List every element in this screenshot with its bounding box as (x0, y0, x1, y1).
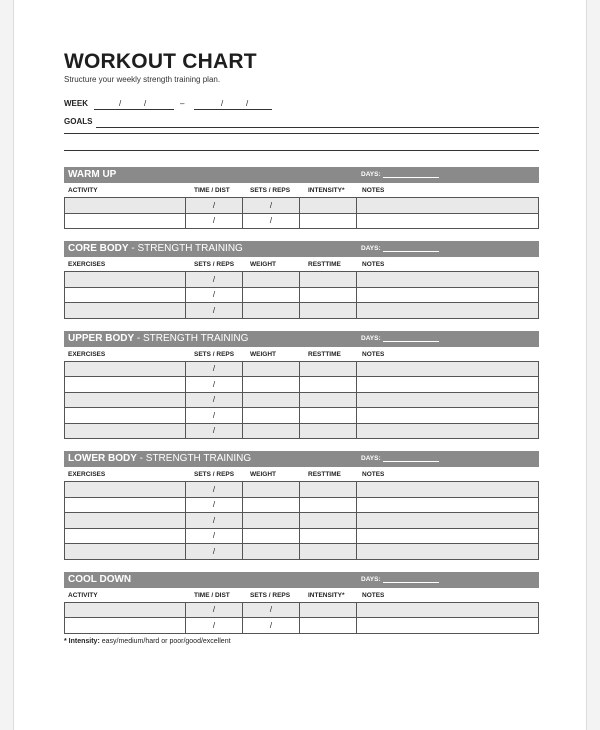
column-header: RESTTIME (308, 471, 341, 478)
footnote-label: * Intensity: (64, 637, 100, 645)
table-row (65, 213, 539, 229)
table-cell[interactable] (357, 497, 539, 513)
table-cell[interactable] (65, 392, 186, 408)
column-header: SETS / REPS (194, 350, 235, 358)
table-cell[interactable] (65, 303, 186, 319)
table-cell[interactable] (300, 303, 357, 319)
table-cell[interactable] (65, 544, 186, 560)
table-cell[interactable]: / (186, 544, 243, 560)
table-cell[interactable] (357, 287, 539, 303)
table-cell[interactable] (65, 272, 186, 288)
table-cell[interactable]: / (186, 513, 243, 529)
week-start-slash-1: / (119, 99, 122, 108)
column-headers (64, 257, 539, 271)
table-row (65, 303, 539, 319)
column-header: NOTES (362, 187, 385, 194)
table-cell[interactable]: / (186, 618, 243, 634)
column-header: SETS / REPS (194, 471, 235, 478)
days-label: DAYS: (361, 245, 381, 252)
table-cell[interactable] (357, 423, 539, 439)
week-end-line[interactable] (194, 109, 272, 110)
section-3 (64, 451, 539, 560)
table-cell[interactable] (243, 513, 300, 529)
sections-container (64, 167, 539, 634)
table-row (65, 377, 539, 393)
table-cell[interactable] (357, 392, 539, 408)
table-cell[interactable] (300, 272, 357, 288)
table-cell[interactable]: / (186, 272, 243, 288)
table-row (65, 423, 539, 439)
table-cell[interactable] (300, 544, 357, 560)
table-cell[interactable] (300, 213, 357, 229)
table-cell[interactable] (357, 198, 539, 214)
days-input-line[interactable] (383, 582, 439, 583)
table-cell[interactable]: / (186, 392, 243, 408)
column-header: INTENSITY* (308, 591, 345, 599)
goals-line-1[interactable] (96, 127, 539, 128)
table-cell[interactable] (357, 544, 539, 560)
section-1 (64, 241, 539, 319)
table-cell[interactable]: / (186, 303, 243, 319)
section-title: LOWER BODY (68, 453, 137, 464)
table-cell[interactable] (357, 272, 539, 288)
days-input-line[interactable] (383, 341, 439, 342)
section-title: WARM UP (68, 169, 117, 180)
week-field (64, 99, 539, 111)
table-row (65, 618, 539, 634)
page-subtitle: Structure your weekly strength training plan. (64, 75, 221, 84)
table-cell[interactable] (357, 408, 539, 424)
table-cell[interactable] (357, 361, 539, 377)
table-cell[interactable] (357, 602, 539, 618)
column-header: RESTTIME (308, 261, 341, 268)
table-cell[interactable] (300, 361, 357, 377)
goals-line-2[interactable] (64, 133, 539, 134)
column-header: SETS / REPS (250, 591, 291, 599)
section-header (64, 451, 539, 467)
column-header: TIME / DIST (194, 187, 230, 194)
table-cell[interactable]: / (186, 423, 243, 439)
column-header: EXERCISES (68, 261, 106, 268)
section-table (64, 271, 539, 319)
table-cell[interactable]: / (186, 287, 243, 303)
table-row (65, 528, 539, 544)
column-header: ACTIVITY (68, 591, 98, 599)
column-headers (64, 467, 539, 481)
column-header: RESTTIME (308, 350, 341, 358)
intensity-footnote (64, 638, 539, 645)
column-header: SETS / REPS (250, 187, 291, 194)
table-cell[interactable] (65, 361, 186, 377)
table-cell[interactable]: / (186, 361, 243, 377)
table-cell[interactable] (243, 482, 300, 498)
section-subtitle: - STRENGTH TRAINING (128, 243, 243, 254)
days-input-line[interactable] (383, 251, 439, 252)
table-cell[interactable] (300, 602, 357, 618)
days-label: DAYS: (361, 171, 381, 178)
table-cell[interactable] (300, 287, 357, 303)
table-cell[interactable]: / (243, 618, 300, 634)
document-page (13, 0, 587, 730)
section-4 (64, 572, 539, 634)
column-header: WEIGHT (250, 261, 276, 268)
section-title: CORE BODY (68, 243, 129, 254)
table-cell[interactable] (300, 408, 357, 424)
column-header: NOTES (362, 350, 385, 358)
table-cell[interactable]: / (186, 482, 243, 498)
section-title: COOL DOWN (68, 573, 132, 585)
table-cell[interactable] (357, 482, 539, 498)
section-header (64, 241, 539, 257)
days-input-line[interactable] (383, 177, 439, 178)
column-headers (64, 588, 539, 602)
table-row (65, 482, 539, 498)
table-cell[interactable] (357, 528, 539, 544)
table-cell[interactable]: / (186, 602, 243, 618)
table-row (65, 497, 539, 513)
column-header: EXERCISES (68, 350, 106, 358)
week-start-slash-2: / (144, 99, 147, 108)
table-cell[interactable] (300, 528, 357, 544)
table-cell[interactable] (243, 497, 300, 513)
table-cell[interactable] (243, 272, 300, 288)
table-cell[interactable] (65, 618, 186, 634)
table-cell[interactable] (357, 618, 539, 634)
column-header: SETS / REPS (194, 261, 235, 268)
column-header: WEIGHT (250, 471, 276, 478)
table-cell[interactable] (65, 377, 186, 393)
table-cell[interactable] (300, 497, 357, 513)
section-title: UPPER BODY (68, 332, 135, 344)
section-table (64, 481, 539, 560)
goals-field (64, 117, 539, 129)
section-header (64, 167, 539, 183)
table-cell[interactable] (300, 392, 357, 408)
workout-chart (64, 50, 539, 645)
section-header (64, 331, 539, 347)
table-cell[interactable]: / (186, 497, 243, 513)
section-subtitle: - STRENGTH TRAINING (134, 332, 249, 344)
table-cell[interactable] (65, 482, 186, 498)
column-header: TIME / DIST (194, 591, 230, 599)
table-cell[interactable] (243, 544, 300, 560)
table-cell[interactable] (357, 213, 539, 229)
table-row (65, 392, 539, 408)
table-cell[interactable]: / (243, 213, 300, 229)
week-dash: – (180, 99, 185, 108)
column-header: NOTES (362, 591, 385, 599)
column-header: EXERCISES (68, 471, 106, 478)
table-cell[interactable] (65, 408, 186, 424)
table-row (65, 287, 539, 303)
days-label: DAYS: (361, 575, 381, 583)
section-subtitle: - STRENGTH TRAINING (136, 453, 252, 464)
table-cell[interactable] (243, 287, 300, 303)
days-label: DAYS: (361, 455, 381, 462)
column-header: NOTES (362, 471, 385, 478)
table-cell[interactable]: / (186, 528, 243, 544)
table-cell[interactable]: / (186, 408, 243, 424)
table-row (65, 361, 539, 377)
table-cell[interactable] (65, 528, 186, 544)
table-cell[interactable] (65, 213, 186, 229)
week-label: WEEK (64, 99, 88, 108)
section-2 (64, 331, 539, 440)
table-cell[interactable]: / (243, 602, 300, 618)
column-header: INTENSITY* (308, 187, 345, 194)
days-input-line[interactable] (383, 461, 439, 462)
section-header (64, 572, 539, 588)
table-cell[interactable] (65, 287, 186, 303)
section-table (64, 602, 539, 634)
table-row (65, 198, 539, 214)
section-0 (64, 167, 539, 229)
days-label: DAYS: (361, 334, 381, 342)
column-header: WEIGHT (250, 350, 276, 358)
table-cell[interactable]: / (186, 213, 243, 229)
table-row (65, 272, 539, 288)
table-cell[interactable] (357, 377, 539, 393)
column-headers (64, 183, 539, 197)
section-table (64, 361, 539, 440)
table-cell[interactable] (65, 198, 186, 214)
table-cell[interactable]: / (186, 377, 243, 393)
table-cell[interactable] (300, 423, 357, 439)
table-cell[interactable] (243, 423, 300, 439)
table-row (65, 408, 539, 424)
week-end-slash-2: / (246, 99, 249, 108)
column-header: NOTES (362, 261, 385, 268)
section-table (64, 197, 539, 229)
table-cell[interactable] (243, 377, 300, 393)
table-cell[interactable] (65, 602, 186, 618)
table-cell[interactable] (300, 513, 357, 529)
table-cell[interactable] (243, 528, 300, 544)
table-cell[interactable]: / (243, 198, 300, 214)
table-cell[interactable] (243, 408, 300, 424)
column-header: ACTIVITY (68, 187, 98, 194)
table-cell[interactable] (243, 361, 300, 377)
column-headers (64, 347, 539, 361)
footnote-text: easy/medium/hard or poor/good/excellent (99, 637, 231, 645)
table-row (65, 513, 539, 529)
table-cell[interactable] (243, 392, 300, 408)
table-cell[interactable] (300, 377, 357, 393)
table-cell[interactable]: / (186, 198, 243, 214)
week-end-slash-1: / (221, 99, 224, 108)
table-row (65, 544, 539, 560)
table-cell[interactable] (300, 198, 357, 214)
table-cell[interactable] (65, 423, 186, 439)
table-cell[interactable] (65, 513, 186, 529)
table-cell[interactable] (300, 618, 357, 634)
table-cell[interactable] (300, 482, 357, 498)
goals-label: GOALS (64, 117, 93, 126)
goals-line-3[interactable] (64, 150, 539, 151)
page-title: WORKOUT CHART (64, 50, 257, 73)
week-start-line[interactable] (94, 109, 174, 110)
table-cell[interactable] (357, 513, 539, 529)
table-cell[interactable] (65, 497, 186, 513)
table-row (65, 602, 539, 618)
table-cell[interactable] (357, 303, 539, 319)
table-cell[interactable] (243, 303, 300, 319)
